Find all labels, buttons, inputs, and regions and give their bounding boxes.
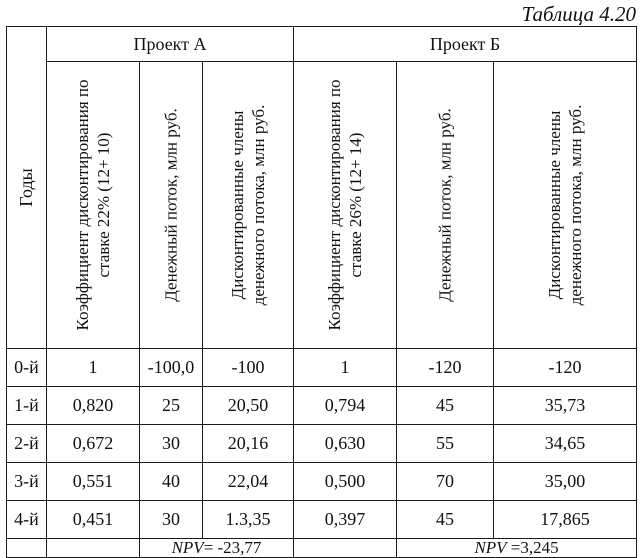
a-disc-header-label: Дисконтированные члены денежного потока, млн руб. <box>228 104 269 306</box>
project-a-header: Проект А <box>47 27 294 62</box>
b-flow-cell: -120 <box>397 349 494 387</box>
a-coef-cell: 0,551 <box>47 463 140 501</box>
a-disc-cell: 22,04 <box>203 463 294 501</box>
a-flow-cell: 30 <box>140 501 203 539</box>
b-disc-cell: 35,00 <box>494 463 637 501</box>
project-b-header: Проект Б <box>294 27 637 62</box>
a-coef-cell: 0,820 <box>47 387 140 425</box>
b-flow-header <box>397 62 494 349</box>
table-row <box>7 349 637 387</box>
npv-a-cell <box>140 539 294 558</box>
b-flow-cell: 45 <box>397 387 494 425</box>
b-coef-cell: 0,500 <box>294 463 397 501</box>
a-coef-cell: 1 <box>47 349 140 387</box>
a-disc-cell: 1.3,35 <box>203 501 294 539</box>
npv-b-label: NPV <box>474 538 507 557</box>
year-cell: 0-й <box>7 349 47 387</box>
table-row <box>7 501 637 539</box>
b-coef-cell: 0,397 <box>294 501 397 539</box>
npv-a-blank-cell <box>47 539 140 558</box>
npv-b-blank-cell <box>294 539 397 558</box>
b-flow-cell: 55 <box>397 425 494 463</box>
b-disc-cell: 34,65 <box>494 425 637 463</box>
table-row <box>7 463 637 501</box>
years-header <box>7 27 47 349</box>
npv-row <box>7 539 637 558</box>
npv-b-value: =3,245 <box>506 538 559 557</box>
a-coef-cell: 0,451 <box>47 501 140 539</box>
a-flow-cell: -100,0 <box>140 349 203 387</box>
b-disc-header <box>494 62 637 349</box>
npv-year-cell <box>7 539 47 558</box>
b-disc-cell: 17,865 <box>494 501 637 539</box>
project-comparison-table <box>6 26 637 558</box>
a-flow-cell: 40 <box>140 463 203 501</box>
table-caption: Таблица 4.20 <box>521 2 636 26</box>
a-coef-header-label: Коэффициент дисконтирования по ставке 22% (12+ 10) <box>73 79 113 331</box>
npv-b-cell <box>397 539 637 558</box>
a-flow-header-label: Денежный поток, млн руб. <box>161 108 181 302</box>
year-cell: 2-й <box>7 425 47 463</box>
b-disc-cell: -120 <box>494 349 637 387</box>
table-row <box>7 425 637 463</box>
a-disc-cell: 20,50 <box>203 387 294 425</box>
year-cell: 4-й <box>7 501 47 539</box>
npv-a-value: = -23,77 <box>203 538 262 557</box>
table-row <box>7 387 637 425</box>
b-coef-cell: 0,794 <box>294 387 397 425</box>
b-flow-header-label: Денежный поток, млн руб. <box>435 108 455 302</box>
b-coef-header-label: Коэффициент дисконтирования по ставке 26% (12+ 14) <box>325 79 366 331</box>
a-disc-cell: -100 <box>203 349 294 387</box>
b-disc-header-label: Дисконтированные члены денежного потока, млн руб. <box>545 104 586 306</box>
year-cell: 3-й <box>7 463 47 501</box>
years-header-label: Годы <box>16 168 36 207</box>
b-disc-cell: 35,73 <box>494 387 637 425</box>
b-flow-cell: 70 <box>397 463 494 501</box>
a-flow-cell: 30 <box>140 425 203 463</box>
a-flow-header <box>140 62 203 349</box>
b-coef-cell: 1 <box>294 349 397 387</box>
b-coef-header <box>294 62 397 349</box>
year-cell: 1-й <box>7 387 47 425</box>
a-flow-cell: 25 <box>140 387 203 425</box>
b-coef-cell: 0,630 <box>294 425 397 463</box>
b-flow-cell: 45 <box>397 501 494 539</box>
a-coef-cell: 0,672 <box>47 425 140 463</box>
a-disc-cell: 20,16 <box>203 425 294 463</box>
a-coef-header <box>47 62 140 349</box>
npv-a-label: NPV <box>171 538 204 557</box>
a-disc-header <box>203 62 294 349</box>
